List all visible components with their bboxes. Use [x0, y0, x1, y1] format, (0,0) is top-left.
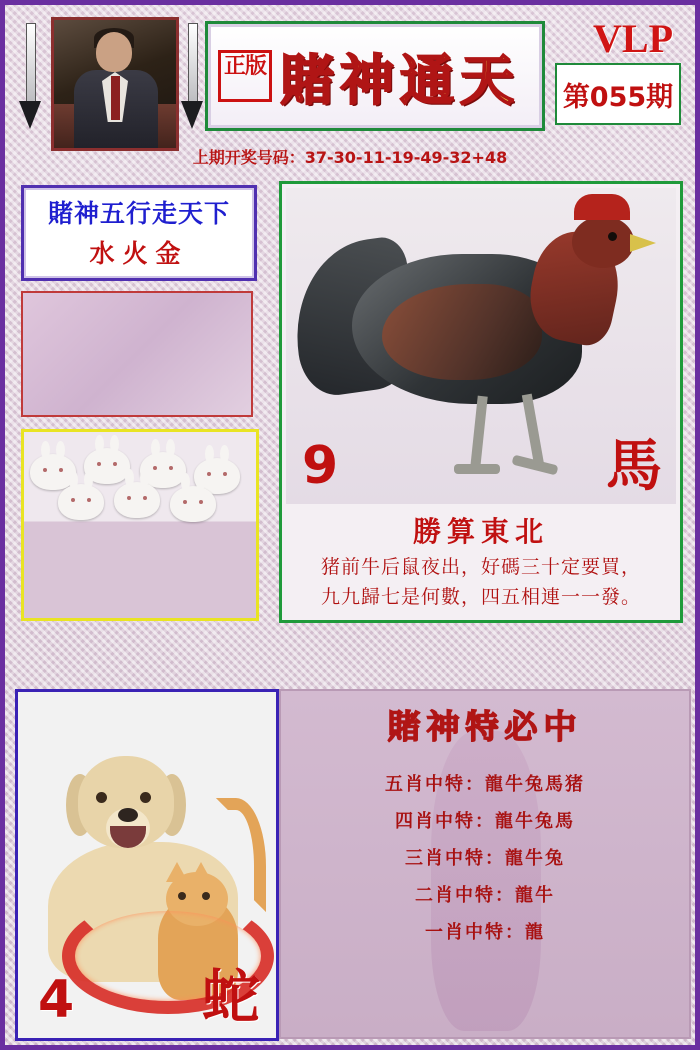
- last-draw-numbers: 上期开奖号码：37-30-11-19-49-32+48: [192, 148, 508, 167]
- header: [5, 5, 695, 173]
- issue-number-badge: 第055期: [555, 63, 681, 125]
- list-item: 二肖中特：龍牛: [415, 885, 555, 906]
- page-title: 賭神通天: [280, 48, 520, 112]
- list-item: 三肖中特：龍牛兔: [405, 848, 565, 869]
- left-lucky-number: 4: [38, 970, 75, 1030]
- arrow-decoration-left: [19, 23, 41, 135]
- zhongte-list: [281, 766, 689, 951]
- arrow-decoration-right: [181, 23, 203, 135]
- list-item: 一肖中特：龍: [425, 922, 545, 943]
- slogan-text: 勝算東北: [412, 515, 549, 548]
- dog-and-cat-photo: [15, 689, 279, 1041]
- wuxing-box: [21, 185, 257, 281]
- left-column: [15, 181, 273, 621]
- vlp-label: VLP: [593, 16, 673, 61]
- left-zodiac-character: 蛇: [201, 963, 260, 1031]
- zhengban-stamp: 正版: [218, 50, 272, 102]
- content-area: [15, 181, 687, 1037]
- blank-pink-panel: [21, 291, 253, 417]
- verse-line-2: 九九歸七是何數，四五相連一一發。: [320, 586, 641, 608]
- right-lucky-number: 9: [302, 436, 339, 496]
- verse-line-1: 猪前牛后鼠夜出，好碼三十定要買，: [320, 556, 641, 578]
- right-column: [279, 181, 687, 623]
- rooster-photo: [286, 188, 676, 504]
- title-banner: [205, 21, 545, 131]
- wuxing-elements: 水火金: [89, 239, 189, 268]
- man-portrait-photo: [51, 17, 179, 151]
- list-item: 五肖中特：龍牛兔馬猪: [385, 774, 585, 795]
- list-item: 四肖中特：龍牛兔馬: [395, 811, 575, 832]
- wuxing-title: 賭神五行走天下: [47, 199, 230, 228]
- zhongte-title: 賭神特必中: [387, 707, 583, 746]
- zhongte-panel: [279, 689, 691, 1039]
- white-rabbits-photo: [21, 429, 259, 621]
- rooster-panel: [279, 181, 683, 623]
- right-zodiac-character: 馬: [606, 434, 662, 499]
